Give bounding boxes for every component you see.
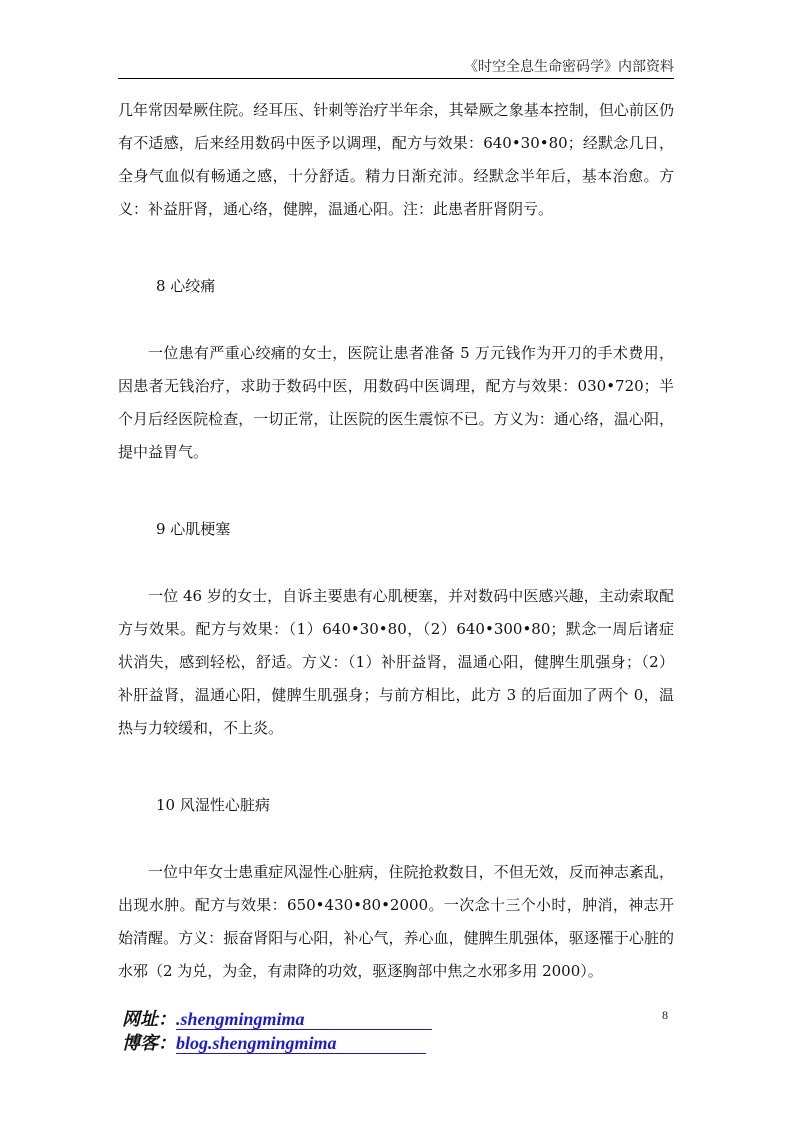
section-text-myocardial-infarction: 一位 46 岁的女士，自诉主要患有心肌梗塞，并对数码中医感兴趣，主动索取配方与效果。配方与效果：（1）640•30•80，（2）640•300•80；默念一周后诸症状消失，感到轻松，舒适。方义：（1）补肝益肾，温通心阳，健脾生肌强身；（2）补肝益肾，温通心阳，健脾生肌强身；与前方相比，此方 3 的后面加了两个 0，温热与力较缓和，不上炎。 <box>118 587 674 737</box>
header-divider <box>118 78 674 79</box>
intro-paragraph: 几年常因晕厥住院。经耳压、针刺等治疗半年余，其晕厥之象基本控制，但心前区仍有不适感，后来经用数码中医予以调理，配方与效果：640•30•80；经默念几日，全身气血似有畅通之感，十分舒适。精力日渐充沛。经默念半年后，基本治愈。方义：补益肝肾，通心络，健脾，温通心阳。注：此患者肝肾阴亏。 <box>118 101 674 218</box>
website-link[interactable]: .shengmingmima <box>176 1009 432 1030</box>
page-footer <box>122 1007 682 1055</box>
section-heading-rheumatic-heart-disease: 10 风湿性心脏病 <box>156 796 270 814</box>
running-header: 《时空全息生命密码学》内部资料 <box>464 59 674 75</box>
blog-line <box>122 1031 682 1055</box>
section-text-angina: 一位患有严重心绞痛的女士，医院让患者准备 5 万元钱作为开刀的手术费用，因患者无钱治疗，求助于数码中医，用数码中医调理，配方与效果：030•720；半个月后经医院检查，一切正常，让医院的医生震惊不已。方义为：通心络，温心阳，提中益胃气。 <box>118 344 674 461</box>
section-heading-angina: 8 心绞痛 <box>156 277 216 295</box>
website-label: 网址： <box>122 1009 176 1029</box>
page-number: 8 <box>662 1008 668 1022</box>
website-line <box>122 1007 682 1031</box>
section-text-rheumatic-heart-disease: 一位中年女士患重症风湿性心脏病，住院抢救数日，不但无效，反而神志紊乱，出现水肿。配方与效果：650•430•80•2000。一次念十三个小时，肿消，神志开始清醒。方义：振奋肾阳与心阳，补心气，养心血，健脾生肌强体，驱逐罹于心脏的水邪（2 为兑，为金，有肃降的功效，驱逐胸部中焦之水邪多用 2000）。 <box>118 863 674 980</box>
blog-label: 博客： <box>122 1033 176 1053</box>
page-content <box>118 94 674 988</box>
blog-link[interactable]: blog.shengmingmima <box>176 1033 426 1054</box>
section-heading-myocardial-infarction: 9 心肌梗塞 <box>156 520 231 538</box>
